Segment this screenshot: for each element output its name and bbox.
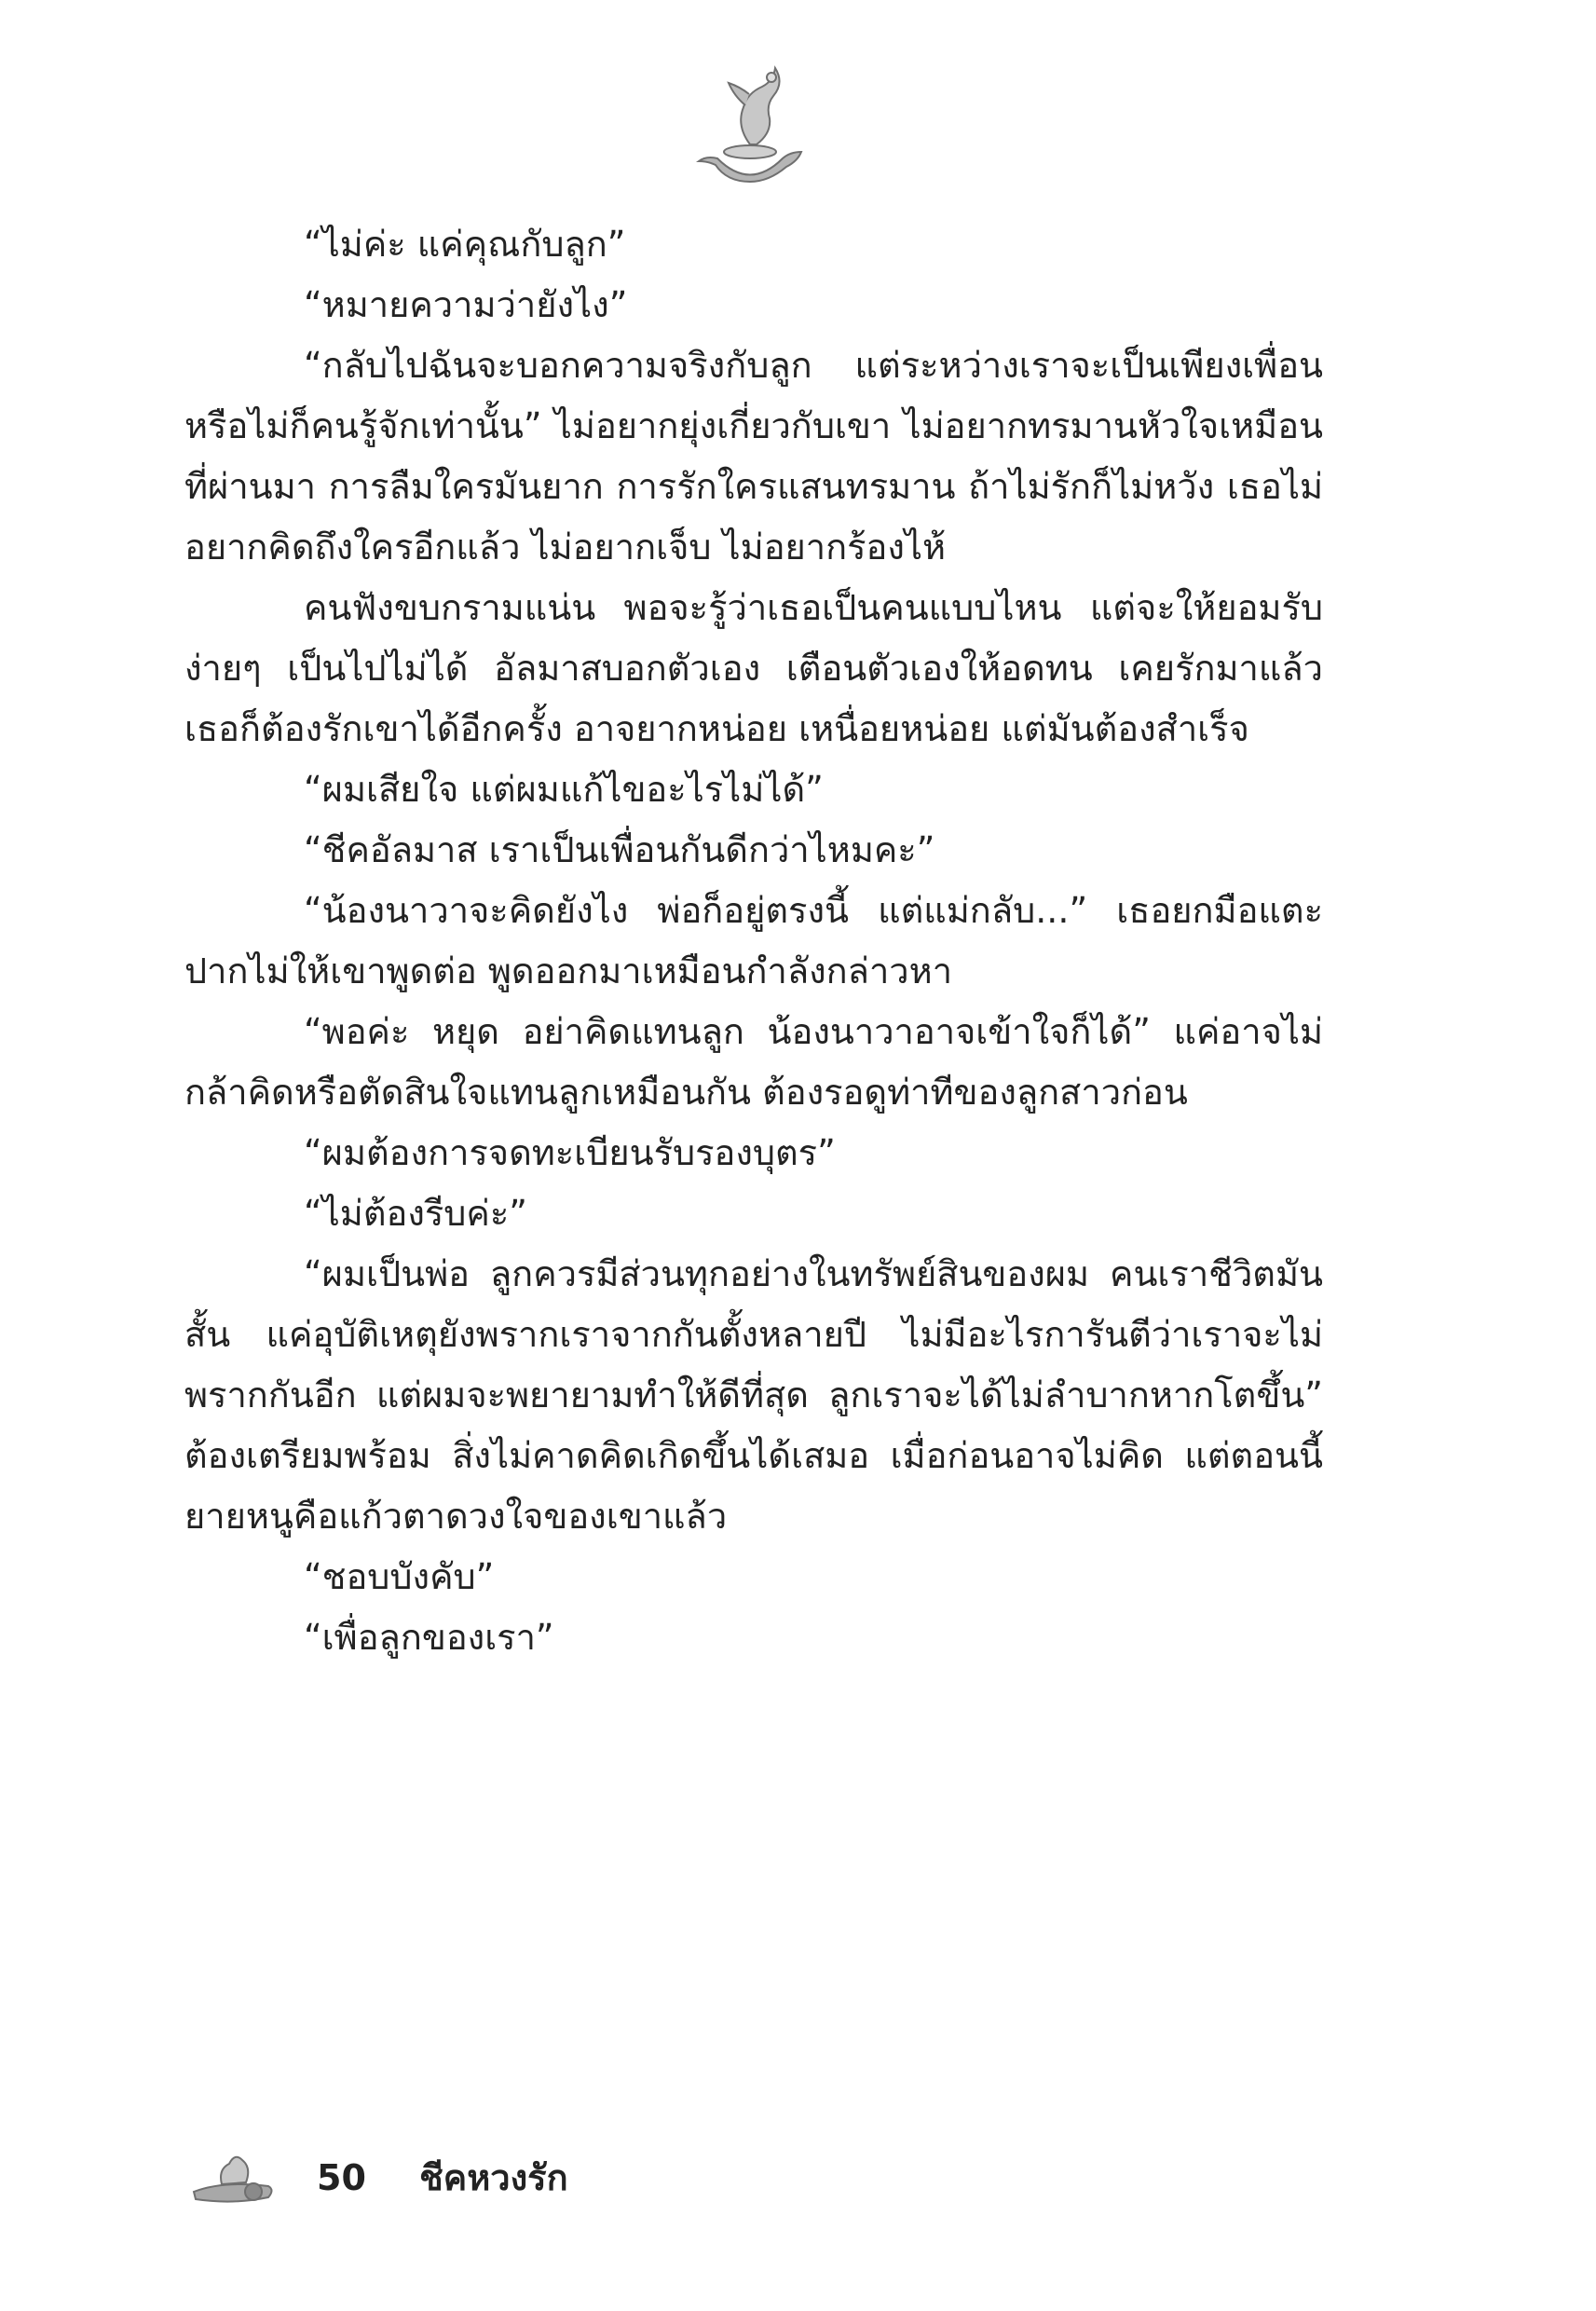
page-number: 50 xyxy=(317,2157,366,2198)
narration-paragraph: “ผมเป็นพ่อ ลูกควรมีส่วนทุกอย่างในทรัพย์สินของผม คนเราชีวิตมันสั้น แค่อุบัติเหตุยังพรากเราจากกันตั้งหลายปี ไม่มีอะไรการันตีว่าเราจะไม่พรากกันอีก แต่ผมจะพยายามทำให้ดีที่สุด ลูกเราจะได้ไม่ลำบากหากโตขึ้น” ต้องเตรียมพร้อม สิ่งไม่คาดคิดเกิดขึ้นได้เสมอ เมื่อก่อนอาจไม่คิด แต่ตอนนี้ยายหนูคือแก้วตาดวงใจของเขาแล้ว xyxy=(184,1253,1323,1537)
dialogue-line: “ชอบบังคับ” xyxy=(304,1556,495,1597)
genie-lamp-icon xyxy=(680,51,820,191)
dialogue-line: “ชีคอัลมาส เราเป็นเพื่อนกันดีกว่าไหมคะ” xyxy=(304,829,935,870)
narration-paragraph: คนฟังขบกรามแน่น พอจะรู้ว่าเธอเป็นคนแบบไหน แต่จะให้ยอมรับง่ายๆ เป็นไปไม่ได้ อัลมาสบอกตัวเอง เตือนตัวเองให้อดทน เคยรักมาแล้ว เธอก็ต้องรักเขาได้อีกครั้ง อาจยากหน่อย เหนื่อยหน่อย แต่มันต้องสำเร็จ xyxy=(184,587,1323,749)
narration-paragraph: “น้องนาวาจะคิดยังไง พ่อก็อยู่ตรงนี้ แต่แม่กลับ...” เธอยกมือแตะปากไม่ให้เขาพูดต่อ พูดออกมาเหมือนกำลังกล่าวหา xyxy=(184,890,1323,991)
dialogue-line: “ผมเสียใจ แต่ผมแก้ไขอะไรไม่ได้” xyxy=(304,769,824,810)
dialogue-line: “ผมต้องการจดทะเบียนรับรองบุตร” xyxy=(304,1132,836,1173)
narration-paragraph: “พอค่ะ หยุด อย่าคิดแทนลูก น้องนาวาอาจเข้าใจก็ได้” แค่อาจไม่กล้าคิดหรือตัดสินใจแทนลูกเหมือนกัน ต้องรอดูท่าทีของลูกสาวก่อน xyxy=(184,1011,1323,1113)
dialogue-line: “ไม่ค่ะ แค่คุณกับลูก” xyxy=(304,224,626,265)
dialogue-line: “ไม่ต้องรีบค่ะ” xyxy=(304,1193,527,1234)
page-footer xyxy=(186,2143,839,2208)
body-text xyxy=(184,214,1323,1668)
dialogue-line: “หมายความว่ายังไง” xyxy=(304,284,628,325)
lamp-ornament-icon xyxy=(186,2143,280,2208)
dialogue-line: “เพื่อลูกของเรา” xyxy=(304,1617,554,1658)
narration-paragraph: “กลับไปฉันจะบอกความจริงกับลูก แต่ระหว่างเราจะเป็นเพียงเพื่อน หรือไม่ก็คนรู้จักเท่านั้น” ไม่อยากยุ่งเกี่ยวกับเขา ไม่อยากทรมานหัวใจเหมือนที่ผ่านมา การลืมใครมันยาก การรักใครแสนทรมาน ถ้าไม่รักก็ไม่หวัง เธอไม่อยากคิดถึงใครอีกแล้ว ไม่อยากเจ็บ ไม่อยากร้องไห้ xyxy=(184,345,1323,567)
book-title: ชีคหวงรัก xyxy=(419,2157,568,2198)
